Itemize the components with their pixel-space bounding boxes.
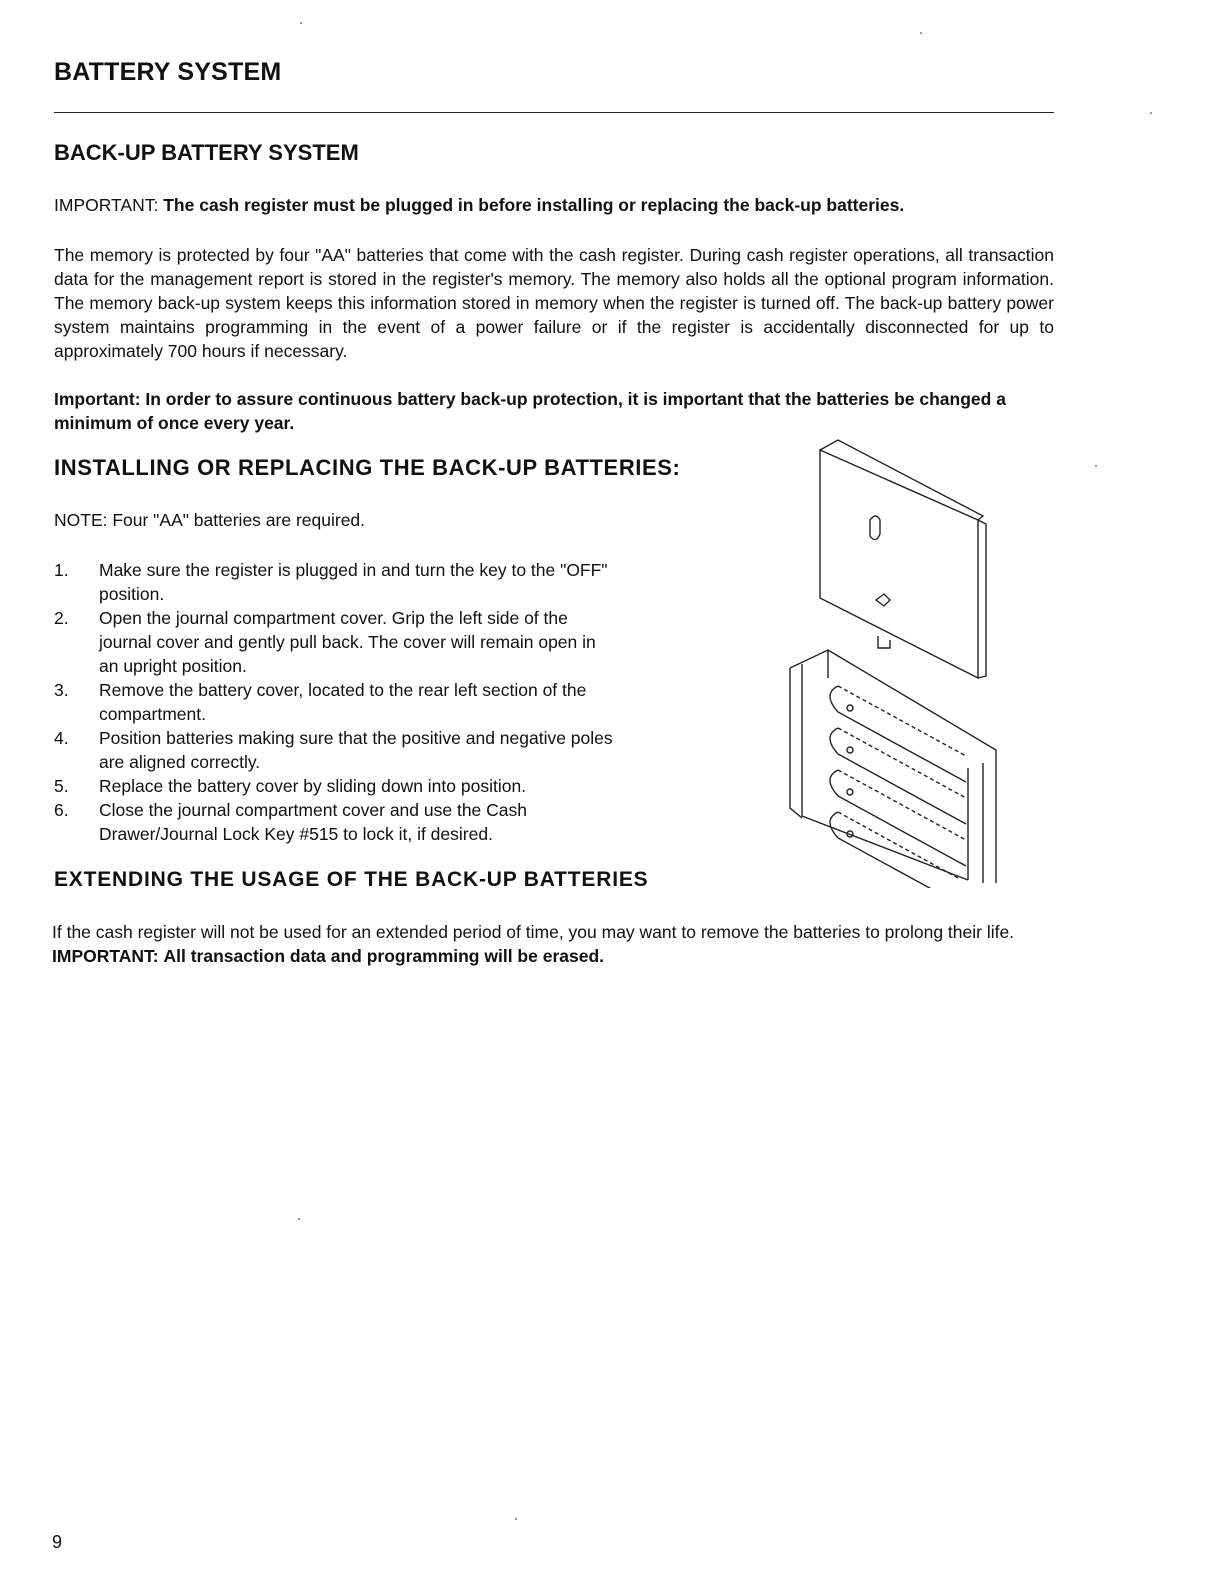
scan-speck xyxy=(298,1218,300,1220)
battery-icon xyxy=(830,728,966,824)
step-number: 3. xyxy=(54,680,69,700)
battery-icon xyxy=(830,770,966,866)
list-item xyxy=(54,774,614,798)
extending-important-label: IMPORTANT: xyxy=(52,946,159,966)
memory-paragraph: The memory is protected by four "AA" batteries that come with the cash register. During cash register operations, all transaction data for the management report is stored in the register's memory. The memory also holds all the optional program information. The memory back-up system keeps this information stored in memory when the register is turned off. The back-up battery power system maintains programming in the event of a power failure or if the register is accidentally disconnected for up to approximately 700 hours if necessary. xyxy=(54,245,1054,361)
important-label: IMPORTANT: xyxy=(54,195,159,215)
scan-speck xyxy=(300,22,302,24)
title-divider xyxy=(54,112,1054,113)
step-number: 6. xyxy=(54,800,69,820)
installing-title: INSTALLING OR REPLACING THE BACK-UP BATTERIES: xyxy=(54,455,681,480)
page-title: BATTERY SYSTEM xyxy=(54,58,282,86)
section-title: BACK-UP BATTERY SYSTEM xyxy=(54,140,359,165)
step-number: 4. xyxy=(54,728,69,748)
battery-icon xyxy=(830,686,966,782)
extending-text: If the cash register will not be used for an extended period of time, you may want to remove the batteries to prolong their life. xyxy=(52,922,1015,942)
extending-title: EXTENDING THE USAGE OF THE BACK-UP BATTERIES xyxy=(54,868,649,891)
list-item xyxy=(54,726,614,774)
extending-important-text: All transaction data and programming will be erased. xyxy=(163,946,605,966)
step-text: Position batteries making sure that the positive and negative poles are aligned correctly. xyxy=(99,728,613,772)
important-notice xyxy=(54,195,1064,216)
scan-speck xyxy=(1095,465,1097,467)
scan-speck xyxy=(920,32,922,34)
step-number: 1. xyxy=(54,560,69,580)
step-text: Open the journal compartment cover. Grip the left side of the journal cover and gently pull back. The cover will remain open in an upright position. xyxy=(99,608,596,676)
step-text: Remove the battery cover, located to the rear left section of the compartment. xyxy=(99,680,587,724)
list-item xyxy=(54,798,614,846)
battery-compartment-illustration xyxy=(778,428,1008,888)
important-text: The cash register must be plugged in before installing or replacing the back-up batteries. xyxy=(163,195,905,215)
list-item xyxy=(54,606,614,678)
installing-note: NOTE: Four "AA" batteries are required. xyxy=(54,510,366,530)
installing-steps xyxy=(54,558,614,846)
step-number: 2. xyxy=(54,608,69,628)
step-text: Make sure the register is plugged in and turn the key to the "OFF" position. xyxy=(99,560,608,604)
step-text: Close the journal compartment cover and use the Cash Drawer/Journal Lock Key #515 to lock it, if desired. xyxy=(99,800,528,844)
step-number: 5. xyxy=(54,776,69,796)
extending-paragraph xyxy=(52,920,1062,968)
list-item xyxy=(54,678,614,726)
step-text: Replace the battery cover by sliding down into position. xyxy=(99,776,527,796)
scan-speck xyxy=(1150,112,1152,114)
scan-speck xyxy=(515,1518,517,1520)
page-number: 9 xyxy=(52,1532,63,1552)
important-replacement: Important: In order to assure continuous battery back-up protection, it is important that the batteries be changed a minimum of once every year. xyxy=(54,389,1006,433)
list-item xyxy=(54,558,614,606)
battery-cover-icon xyxy=(820,450,978,678)
